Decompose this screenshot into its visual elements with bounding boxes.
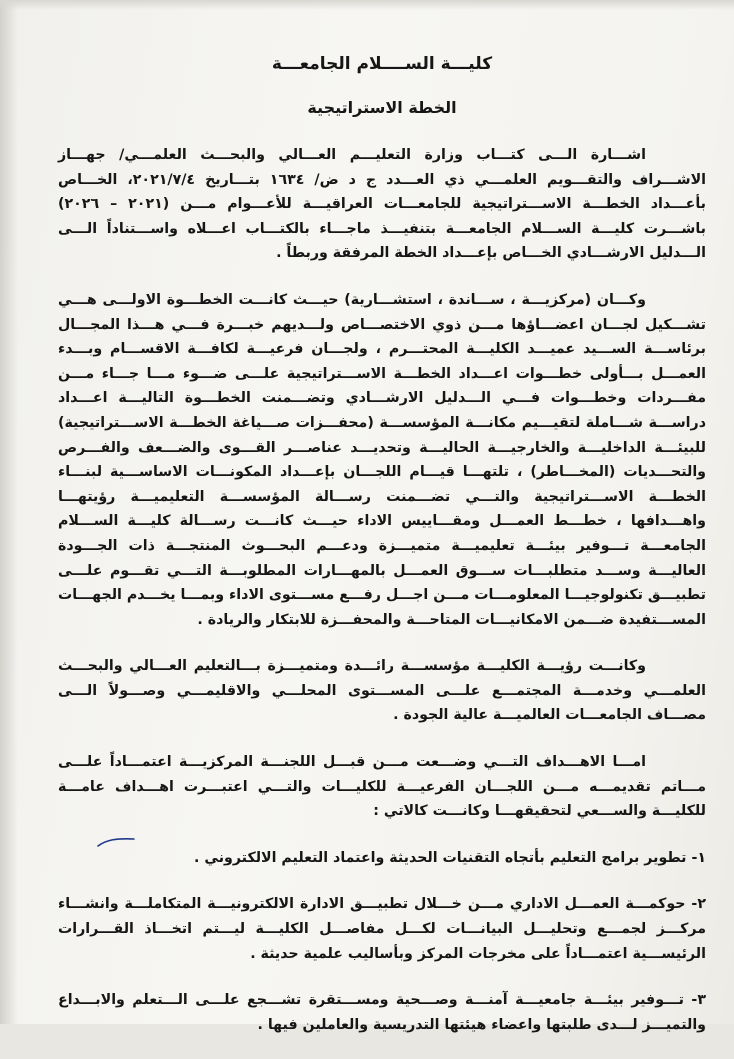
paragraph-committees: وكـــان (مركزيـــة ، ســـاندة ، استشـــارية) حيـــث كانـــت الخطـــوة الاولـــى هـــي تشـــكيل لجـــان اعضـــاؤها مـــن ذوي الاختصـــاص ولـــديهم خبـــرة فـــي هـــذا المجـــال برئاســـة الســـيد عميـــد الكليـــة المحتـــرم ، ولجـــان فرعيـــة لكافـــة الاقســـام وبـــدء العمـــل بـــأولى خطـــوات اعـــداد الخطـــة الاســـتراتيجية علـــى ضـــوء مـــا جـــاء مـــن مفـــردات وخطـــوات فـــي الـــدليل الارشـــادي وتضـــمنت الخطـــوة التاليـــة اعـــداد دراســـة شـــاملة لتقيـــيم مكانـــة المؤسســـة (محفـــزات صـــياغة الخطـــة الاســـتراتيجية) للبيئـــة الداخليـــة والخارجيـــة الحاليـــة وتحديـــد عناصـــر القـــوى والضـــعف والفـــرص والتحـــديات (المخـــاطر) ، تلتهـــا قيـــام اللجـــان بإعـــداد المكونـــات الاساســـية لبنـــاء الخطـــة الاســـتراتيجية والتـــي تضـــمنت رســـالة المؤسســـة التعليميـــة رؤيتهـــا واهـــدافها ، خطـــط العمـــل ومقـــاييس الاداء حيـــث كانـــت رســـالة كليـــة الســـلام الجامعـــة تـــوفير بيئـــة تعليميـــة متميـــزة ودعـــم البحـــوث المنتجـــة ذات الجـــودة العاليـــة وســـد متطلبـــات ســـوق العمـــل بالمهـــارات المطلوبـــة التـــي تقـــوم علـــى تطبيـــق تكنولوجيـــا المعلومـــات مـــن اجـــل رفـــع مســـتوى الاداء وبمـــا يخـــدم الجهـــات المســـتفيدة ضـــمن الامكانيـــات المتاحـــة والمحفـــزة للابتكار والريادة .: [58, 291, 706, 628]
goal-item-3: ٣- تـــوفير بيئـــة جامعيـــة آمنـــة وصـــحية ومســـتقرة تشـــجع علـــى الـــتعلم والابـــداع والتميـــز لـــدى طلبتها واعضاء هيئتها التدريسية والعاملين فيها .: [58, 992, 706, 1033]
paragraph-introduction: اشـــارة الـــى كتـــاب وزارة التعليـــم العـــالي والبحـــث العلمـــي/ جهـــاز الاشـــراف والتقـــويم العلمـــي ذي العـــدد ج د ض/ ١٦٣٤ بتـــاريخ ٢٠٢١/٧/٤، الخـــاص بأعـــداد الخطـــة الاســـتراتيجية للجامعـــات العراقيـــة للأعـــوام مـــن (٢٠٢١ – ٢٠٢٦) باشـــرت كليـــة الســـلام الجامعـــة بتنفيـــذ ماجـــاء بالكتـــاب اعـــلاه واســـتناداً الـــى الـــدليل الارشـــادي الخـــاص بإعـــداد الخطة المرفقة وربطاً .: [58, 147, 706, 262]
document-body: [58, 54, 706, 1059]
pen-stroke-mark: [96, 836, 136, 850]
goal-item-2: ٢- حوكمـــة العمـــل الاداري مـــن خـــلال تطبيـــق الادارة الالكترونيـــة المتكاملـــة وانشـــاء مركـــز لجمـــع وتحليـــل البيانـــات لكـــل مفاصـــل الكليـــة ليـــتم اتخـــاذ القـــرارات الرئيســـية اعتمـــاداً على مخرجات المركز وبأساليب علمية حديثة .: [58, 896, 706, 962]
document-subtitle: الخطة الاستراتيجية: [307, 98, 457, 117]
paragraph-goals-intro: امـــا الاهـــداف التـــي وضـــعت مـــن قبـــل اللجنـــة المركزيـــة اعتمـــاداً علـــى مـــاتم تقديمـــه مـــن اللجـــان الفرعيـــة للكليـــات والتـــي اعتبـــرت اهـــداف عامـــة للكليـــة والســـعي لتحقيقهـــا وكانـــت كالاتي :: [58, 754, 706, 820]
page-shadow-left: [0, 0, 18, 1024]
page-shadow-top: [0, 0, 734, 10]
goal-item-1: ١- تطوير برامج التعليم بأتجاه التقنيات الحديثة واعتماد التعليم الالكتروني .: [194, 849, 706, 866]
paragraph-vision: وكانـــت رؤيـــة الكليـــة مؤسســـة رائـــدة ومتميـــزة بـــالتعليم العـــالي والبحـــث العلمـــي وخدمـــة المجتمـــع علـــى المســـتوى المحلـــي والاقليمـــي وصـــولاً الـــى مصـــاف الجامعـــات العالميـــة عالية الجودة .: [58, 658, 706, 724]
document-title: كليـــة الســــلام الجامعـــة: [271, 54, 493, 74]
